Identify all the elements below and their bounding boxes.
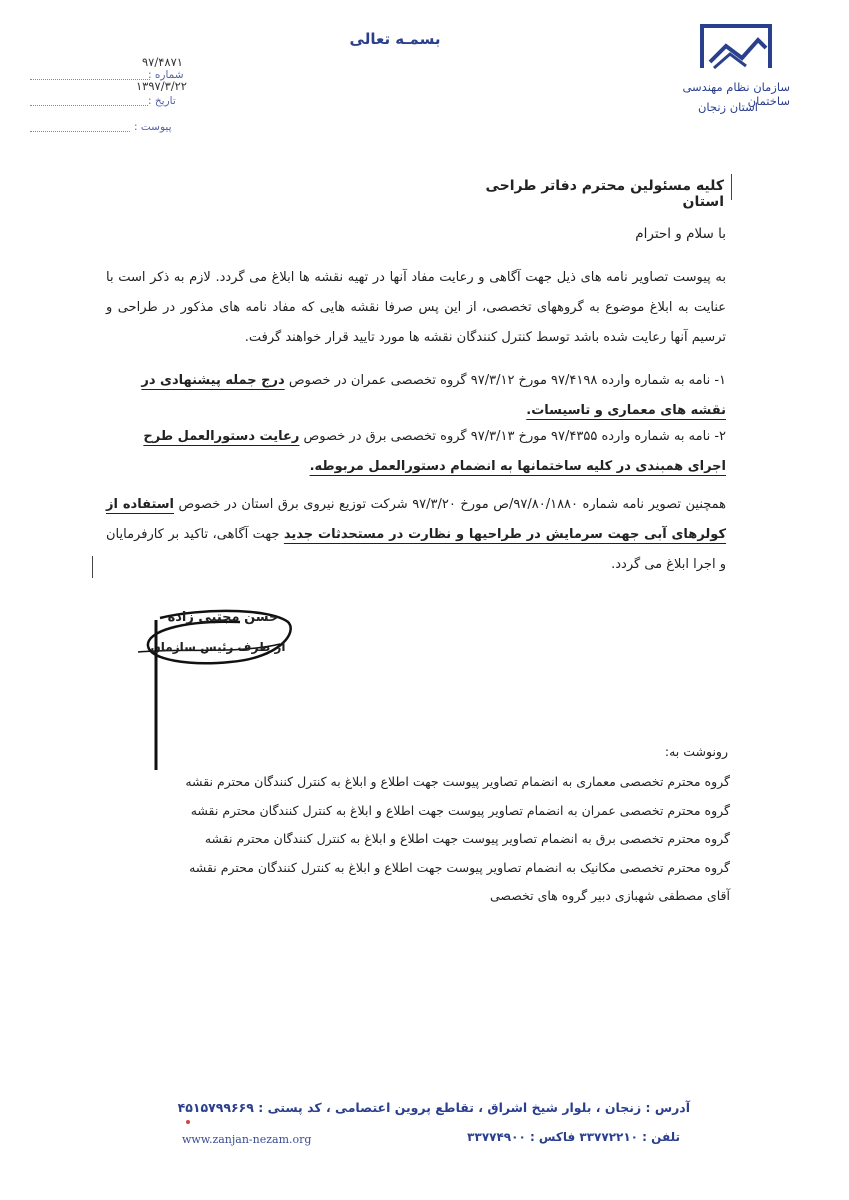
signatory-title: از طرف رئیس سازمان [150,640,286,654]
footer-website: www.zanjan-nezam.org [182,1133,312,1146]
closing-paragraph [106,490,726,580]
date-label: تاریخ : [148,95,176,107]
copy-line: گروه محترم تخصصی برق به انضمام تصاویر پیوست جهت اطلاع و ابلاغ به کنترل کنندگان محترم نقشه [204,831,730,846]
intro-paragraph: به پیوست تصاویر نامه های ذیل جهت آگاهی و رعایت مفاد آنها در تهیه نقشه ها ابلاغ می گردد. لازم به ذکر است با عنایت به ابلاغ موضوع به گروههای تخصصی، از این پس صرفا نقشه هایی که مفاد نامه های مذکور در طراحی و ترسیم آنها رعایت شده باشد توسط کنترل کنندگان نقشه ها مورد تایید قرار خواهند گرفت. [106,270,726,345]
letter-number: ۹۷/۴۸۷۱ [142,55,183,69]
footer-dot [186,1120,190,1124]
item-text: نامه به شماره وارده ۹۷/۴۳۵۵ مورخ ۹۷/۳/۱۳ گروه تخصصی برق در خصوص [299,429,711,444]
closing-text-2: جهت آگاهی، تاکید بر کارفرمایان و اجرا ابلاغ می گردد. [106,527,726,572]
item-number: ۲- [710,429,726,444]
letter-date: ۱۳۹۷/۳/۲۲ [136,79,187,93]
copy-line: گروه محترم تخصصی مکانیک به انضمام تصاویر پیوست جهت اطلاع و ابلاغ به کنترل کنندگان محترم نقشه [189,859,730,875]
copies-list [140,768,730,911]
attachment-dotted-line [30,131,130,132]
list-item [106,366,726,426]
greeting: با سلام و احترام [635,226,726,242]
org-name: سازمان نظام مهندسی ساختمان [682,80,790,108]
item-number: ۱- [710,373,726,388]
closing-emphasis: استفاده از کولرهای آبی جهت سرمایش در طراحیها و نظارت در مستحدثات جدید [106,497,727,542]
item-emphasis: رعایت دستورالعمل طرح اجرای همبندی در کلیه ساختمانها به انضمام دستورالعمل مربوطه. [143,429,726,474]
list-item [106,422,726,482]
closing-bar [92,556,93,578]
item-text: نامه به شماره وارده ۹۷/۴۱۹۸ مورخ ۹۷/۳/۱۲ گروه تخصصی عمران در خصوص [284,373,711,388]
number-label: شماره : [148,69,184,81]
number-dotted-line [30,79,150,80]
footer-phones: تلفن : ۳۳۷۷۲۲۱۰ فاکس : ۳۳۷۷۴۹۰۰ [467,1130,680,1144]
date-dotted-line [30,105,148,106]
signatory-name: حسن مجتبی زاده [167,610,279,625]
addressee-bar [731,174,732,200]
letter-meta [30,55,200,140]
signature-scribble-icon [120,600,310,780]
addressee [470,178,724,210]
org-logo-icon [696,18,776,72]
footer-address: آدرس : زنجان ، بلوار شیخ اشراق ، تقاطع پروین اعتصامی ، کد پستی : ۴۵۱۵۷۹۹۶۶۹ [177,1100,690,1115]
attachment-label: پیوست : [134,121,172,133]
invocation: بسمـه تعالی [349,30,441,48]
org-province: استان زنجان [697,100,758,114]
addressee-text: کلیه مسئولین محترم دفاتر طراحی استان [485,178,724,210]
copies-title: رونوشت به: [664,744,728,759]
item-emphasis: درج جمله پیشنهادی در نقشه های معماری و تاسیسات. [141,373,726,418]
copy-line: آقای مصطفی شهبازی دبیر گروه های تخصصی [489,888,730,903]
closing-text-1: همچنین تصویر نامه شماره ۹۷/۸۰/۱۸۸۰/ص مورخ ۹۷/۳/۲۰ شرکت توزیع نیروی برق استان در خصوص [174,497,727,512]
copy-line: گروه محترم تخصصی معماری به انضمام تصاویر پیوست جهت اطلاع و ابلاغ به کنترل کنندگان محترم نقشه [185,774,730,789]
copy-line: گروه محترم تخصصی عمران به انضمام تصاویر پیوست جهت اطلاع و ابلاغ به کنترل کنندگان محترم نقشه [190,802,730,818]
